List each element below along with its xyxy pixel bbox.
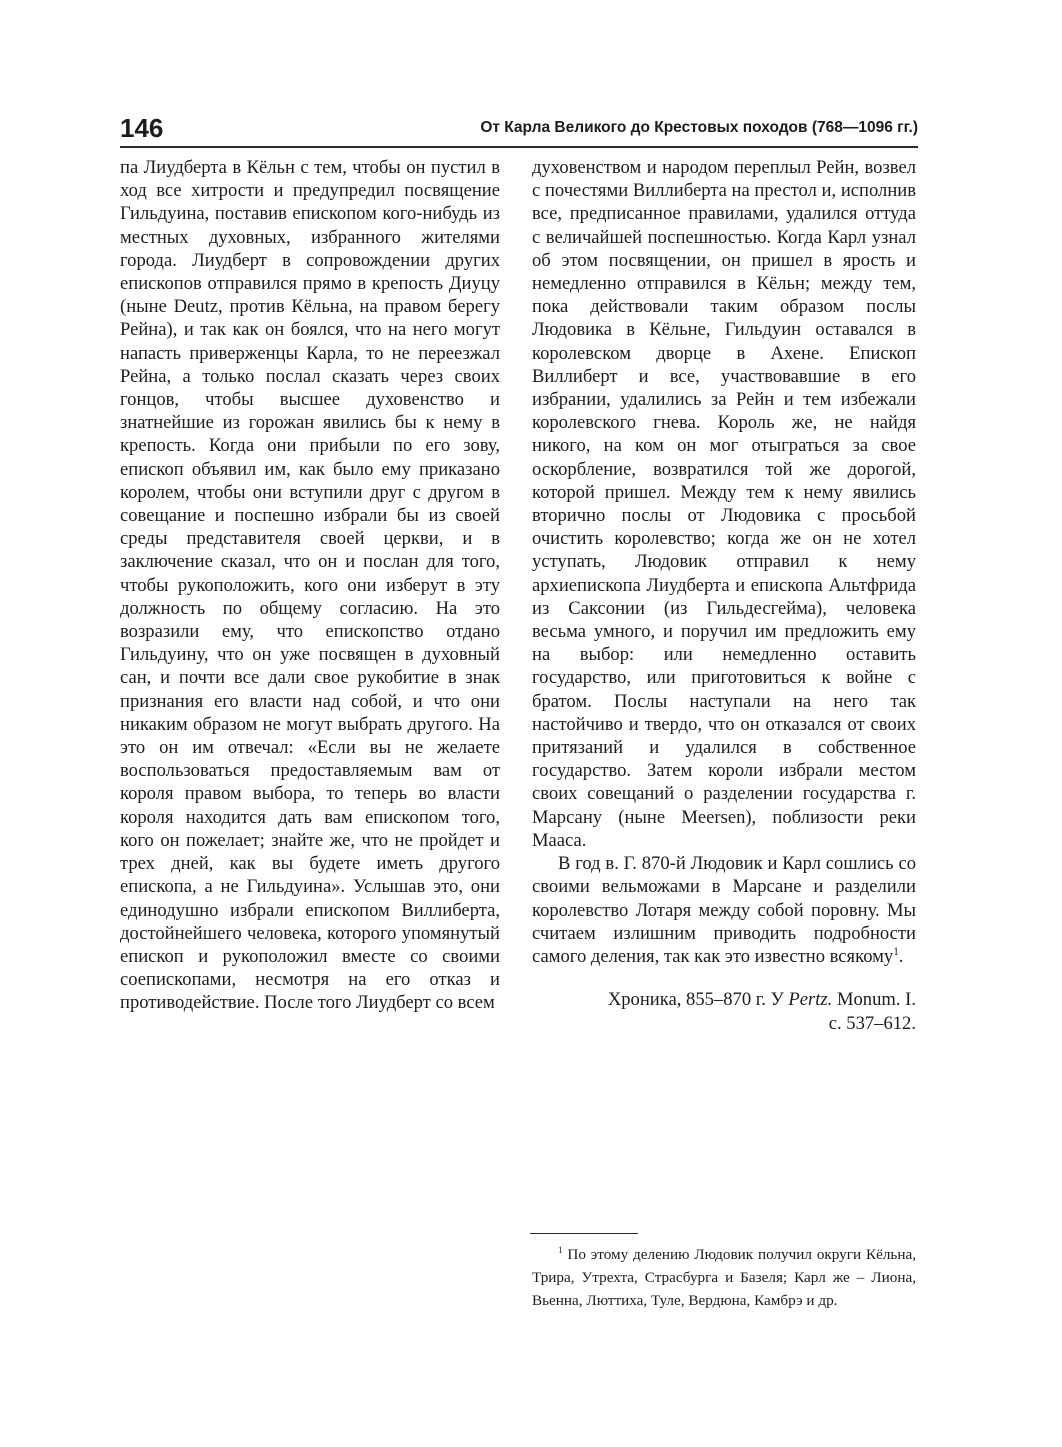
right-column-paragraph-1: духовенством и народом переплыл Рейн, возвел с почестями Виллиберта на престол и, исполнив все, предписанное правилами, удалился оттуда с величайшей поспешностью. Когда Карл узнал об этом посвящении, он пришел в ярость и немедленно отправился в Кёльн; между тем, пока действовали таким образом послы Людовика в Кёльне, Гильдуин оставался в королевском дворце в Ахене. Епископ Виллиберт и все, участвовавшие в его избрании, удалились за Рейн и тем избежали королевского гнева. Король же, не найдя никого, на ком он мог отыграться за свое оскорбление, возвратился той же дорогой, которой пришел. Между тем к нему явились вторично послы от Людовика с просьбой очистить королевство; когда же он не хотел уступать, Людовик отправил к нему архиепископа Лиудберта и епископа Альтфрида из Саксонии (из Гильдесгейма), человека весьма умного, и поручил им предложить ему на выбор: или немедленно оставить государство, или приготовиться к войне с братом. Послы наступали на него так настойчиво и твердо, что он отказался от своих притязаний и удалился в собственное государство. Затем короли избрали местом своих совещаний о разделении государства г. Марсану (ныне Meersen), поблизости реки Мааса. [532, 157, 916, 851]
footnote-divider [530, 1233, 638, 1234]
running-header [120, 112, 918, 148]
page-number: 146 [120, 113, 164, 143]
footnote-mark: 1 [558, 1244, 563, 1255]
source-line-1 [532, 988, 916, 1012]
footnote-reference: 1 [893, 945, 899, 958]
running-title: От Карла Великого до Крестовых походов (768—1096 гг.) [480, 119, 918, 136]
paragraph-2-text: В год в. Г. 870-й Людовик и Карл сошлись со своими вельможами в Марсане и разделили королевство Лотаря между собой поровну. Мы считаем излишним приводить подробности самого деления, так как это известно всякому [532, 853, 916, 967]
left-column-text: па Лиудберта в Кёльн с тем, чтобы он пустил в ход все хитрости и предупредил посвящение Гильдуина, поставив епископом кого-нибудь из местных духовных, избранного жителями города. Лиудберт в сопровождении других епископов отправился прямо в крепость Диуцу (ныне Deutz, против Кёльна, на правом берегу Рейна), и так как он боялся, что на него могут напасть приверженцы Карла, то не переезжал Рейна, а только послал сказать через своих гонцов, чтобы высшее духовенство и знатнейшие из горожан явились бы к нему в крепость. Когда они прибыли по его зову, епископ объявил им, как было ему приказано королем, чтобы они вступили друг с другом в совещание и поспешно избрали бы из своей среды представителя своей церкви, и в заключение сказал, что он и послан для того, чтобы рукоположить, кого они изберут в эту должность по общему согласию. На это возразили ему, что епископство отдано Гильдуину, что он уже посвящен в духовный сан, и почти все дали свое рукобитие в знак признания его власти над собой, и что они никаким образом не могут выбрать другого. На это он им отвечал: «Если вы не желаете воспользоваться предоставляемым вам от короля правом выбора, то теперь во власти короля находится дать вам епископом того, кого он пожелает; знайте же, что не пройдет и трех дней, как вы будете иметь другого епископа, а не Гильдуина». Услышав это, они единодушно избрали епископом Виллиберта, достойнейшего человека, которого упомянутый епископ и рукоположил вместе со своими соепископами, несмотря на его отказ и противодействие. После того Лиудберт со всем [120, 157, 500, 1014]
right-column [532, 156, 916, 1036]
footnote [532, 1244, 916, 1312]
paragraph-2-period: . [898, 945, 904, 967]
left-column [120, 156, 500, 1015]
source-pages: с. 537–612. [828, 1013, 916, 1035]
source-work: Monum. I. [832, 989, 916, 1011]
right-column-paragraph-2 [532, 852, 916, 968]
source-prefix: Хроника, 855–870 г. У [607, 989, 789, 1011]
source-citation [532, 988, 916, 1036]
footnote-text: По этому делению Людовик получил округи Кёльна, Трира, Утрехта, Страсбурга и Базеля; Карл же – Лиона, Вьенна, Люттиха, Туле, Вердюна, Камбрэ и др. [532, 1246, 916, 1309]
source-author: Pertz. [788, 989, 833, 1011]
